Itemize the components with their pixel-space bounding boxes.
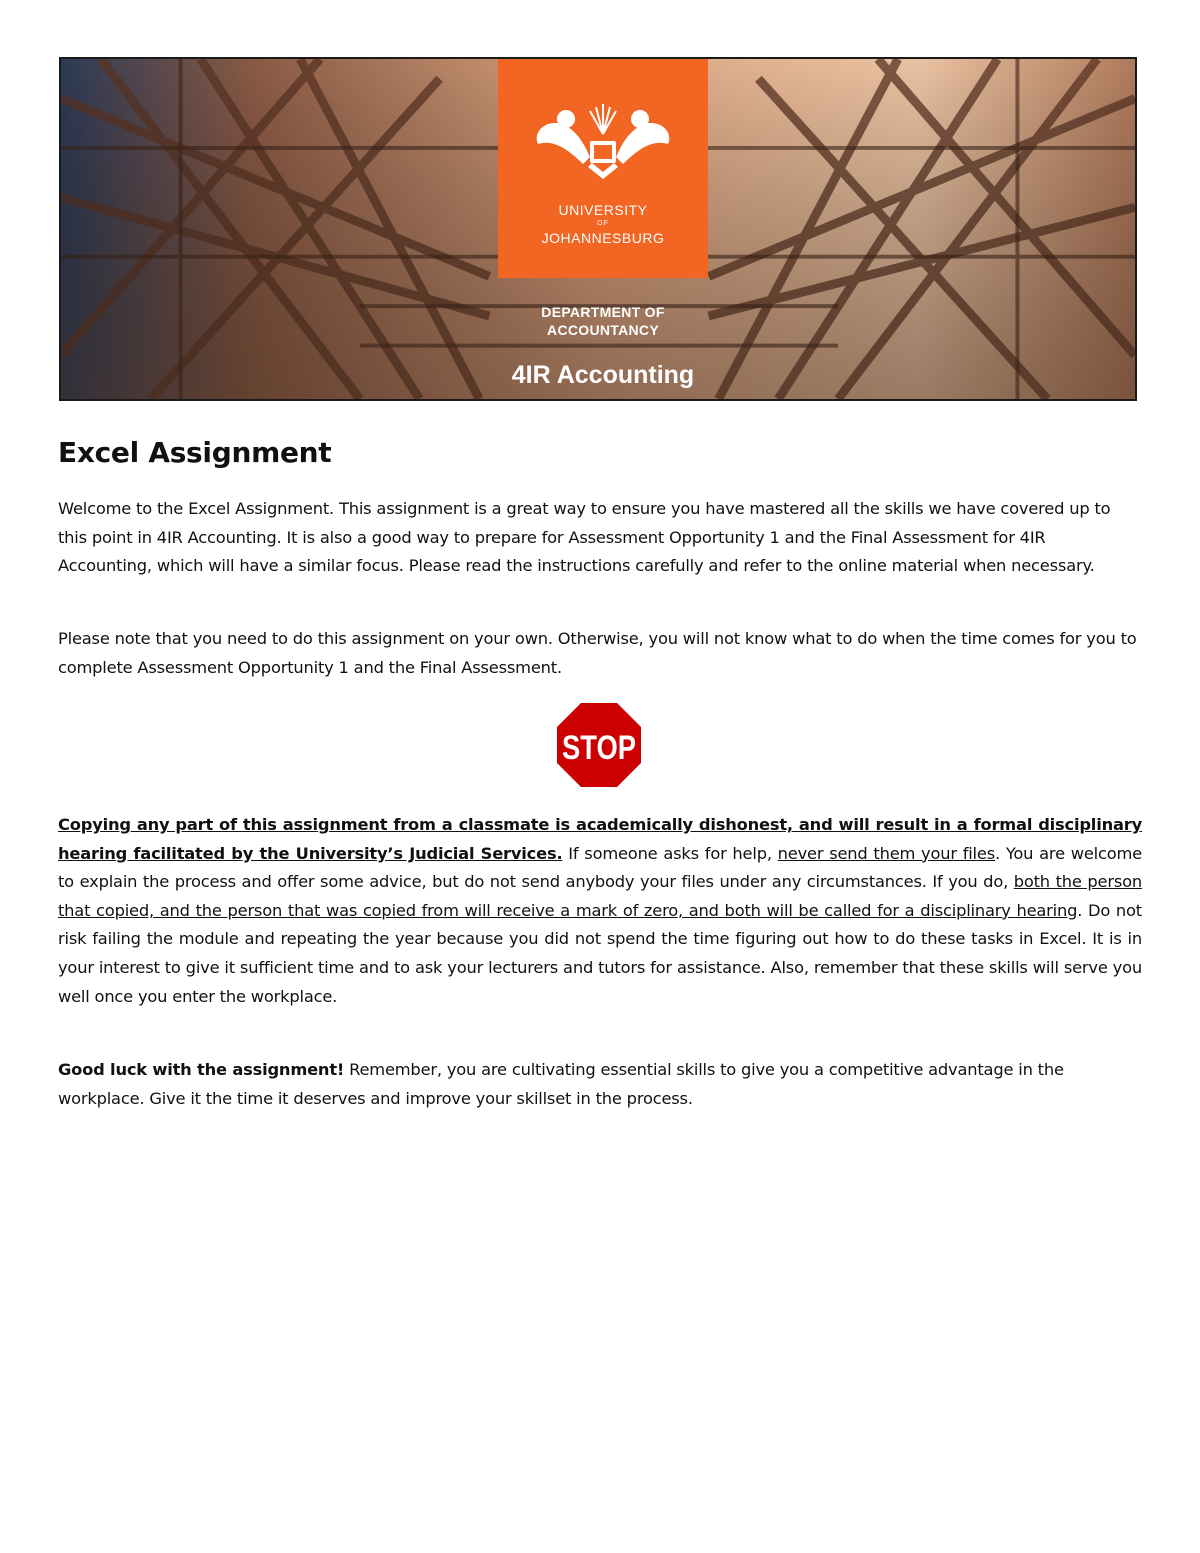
header-banner [59,57,1137,401]
warning-bold-text: Copying any part of this assignment from a classmate is academically dishonest, and will result in a formal disciplinary hearing facilitated by the University’s Judicial Services. [58,815,1142,863]
warning-text-3: . Do not risk failing the module and repeating the year because you did not spend the time figuring out how to do these tasks in Excel. It is in your interest to give it sufficient time and to ask your lecturers and tutors for assistance. Also, remember that these skills will serve you well once you enter the workplace. [58,900,1142,1006]
warning-paragraph [58,811,1142,1011]
page-title: Excel Assignment [58,436,332,469]
university-logo [498,59,708,278]
department-line2: ACCOUNTANCY [547,322,659,338]
note-paragraph: Please note that you need to do this assignment on your own. Otherwise, you will not know what to do when the time comes for you to complete Assessment Opportunity 1 and the Final Assessment. [58,629,1137,677]
closing-text: Remember, you are cultivating essential skills to give you a competitive advantage in the workplace. Give it the time it deserves and improve your skillset in the process. [58,1060,1064,1108]
warning-text-1: If someone asks for help, [562,843,778,863]
department-line1: DEPARTMENT OF [541,304,665,320]
logo-text-university: UNIVERSITY [558,202,648,218]
stop-sign-icon [553,699,645,791]
warning-text-2: . You are welcome to explain the process and offer some advice, but do not send anybody your files under any circumstances. If you do, [58,843,1142,892]
logo-text-johannesburg: JOHANNESBURG [541,230,665,246]
bird-crest-icon [528,79,678,194]
banner-title: 4IR Accounting [511,361,695,389]
intro-paragraph: Welcome to the Excel Assignment. This assignment is a great way to ensure you have mastered all the skills we have covered up to this point in 4IR Accounting. It is also a good way to prepare for Assessment Opportunity 1 and the Final Assessment for 4IR Accounting, which will have a similar focus. Please read the instructions carefully and refer to the online material when necessary. [58,499,1111,576]
closing-bold-text: Good luck with the assignment! [58,1060,345,1079]
department-label [498,303,708,339]
warning-underlined-2: both the person that copied, and the person that was copied from will receive a mark of zero, and both will be called for a disciplinary hearing [58,872,1142,920]
logo-text-of: OF [597,220,609,227]
closing-paragraph [58,1056,1142,1113]
stop-sign-text: STOP [562,729,636,767]
warning-underlined-1: never send them your files [777,843,995,863]
